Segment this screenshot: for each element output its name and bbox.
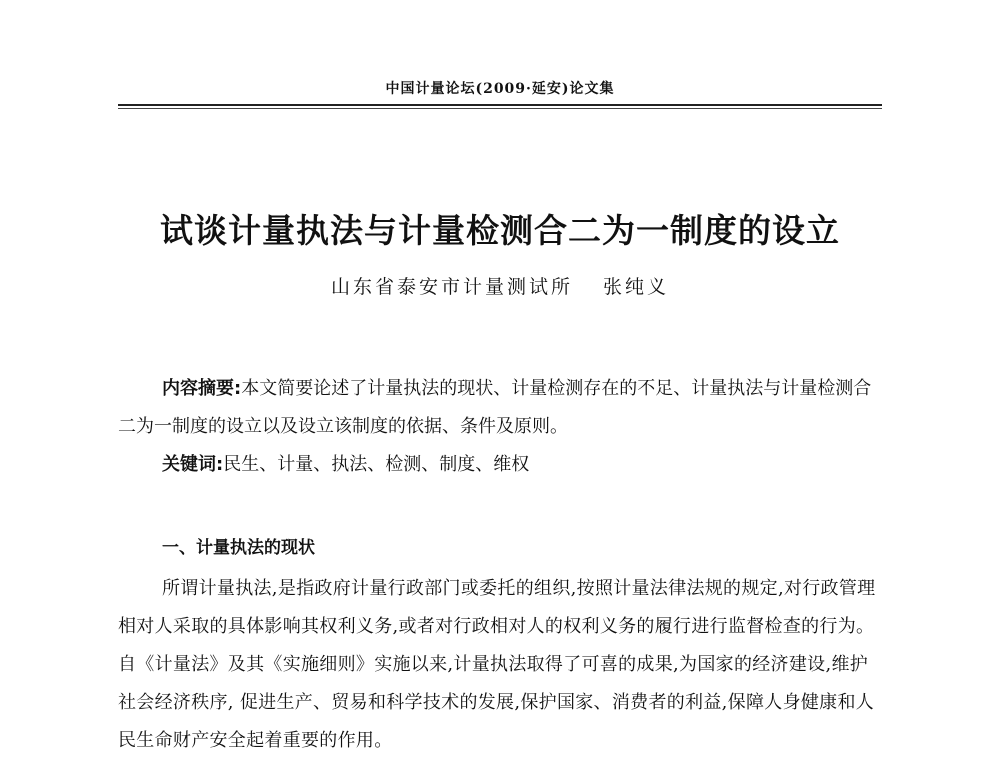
- section-paragraph: 所谓计量执法,是指政府计量行政部门或委托的组织,按照计量法律法规的规定,对行政管理相对人采取的具体影响其权利义务,或者对行政相对人的权利义务的履行进行监督检查的行为。自《计量法》及其《实施细则》实施以来,计量执法取得了可喜的成果,为国家的经济建设,维护社会经济秩序, 促进生产、贸易和科学技术的发展,保护国家、消费者的利益,保障人身健康和人民生命财产安全起着重要的作用。: [118, 578, 876, 751]
- abstract-text: 本文简要论述了计量执法的现状、计量检测存在的不足、计量执法与计量检测合二为一制度的设立以及设立该制度的依据、条件及原则。: [118, 378, 872, 437]
- header-rule: [118, 104, 882, 106]
- keywords-text: 民生、计量、执法、检测、制度、维权: [223, 454, 530, 475]
- affiliation: 山东省泰安市计量测试所: [330, 276, 573, 298]
- keywords-label: 关键词:: [162, 454, 224, 475]
- article-title: 试谈计量执法与计量检测合二为一制度的设立: [160, 211, 840, 250]
- running-header: 中国计量论坛(2009·延安)论文集: [385, 81, 615, 97]
- keywords: [118, 446, 928, 484]
- author-name: 张纯义: [603, 276, 670, 298]
- abstract: [118, 370, 884, 446]
- header-rule-thin: [118, 108, 882, 109]
- section-heading: 一、计量执法的现状: [162, 538, 315, 558]
- abstract-label: 内容摘要:: [162, 378, 242, 399]
- author-line: [0, 272, 1000, 299]
